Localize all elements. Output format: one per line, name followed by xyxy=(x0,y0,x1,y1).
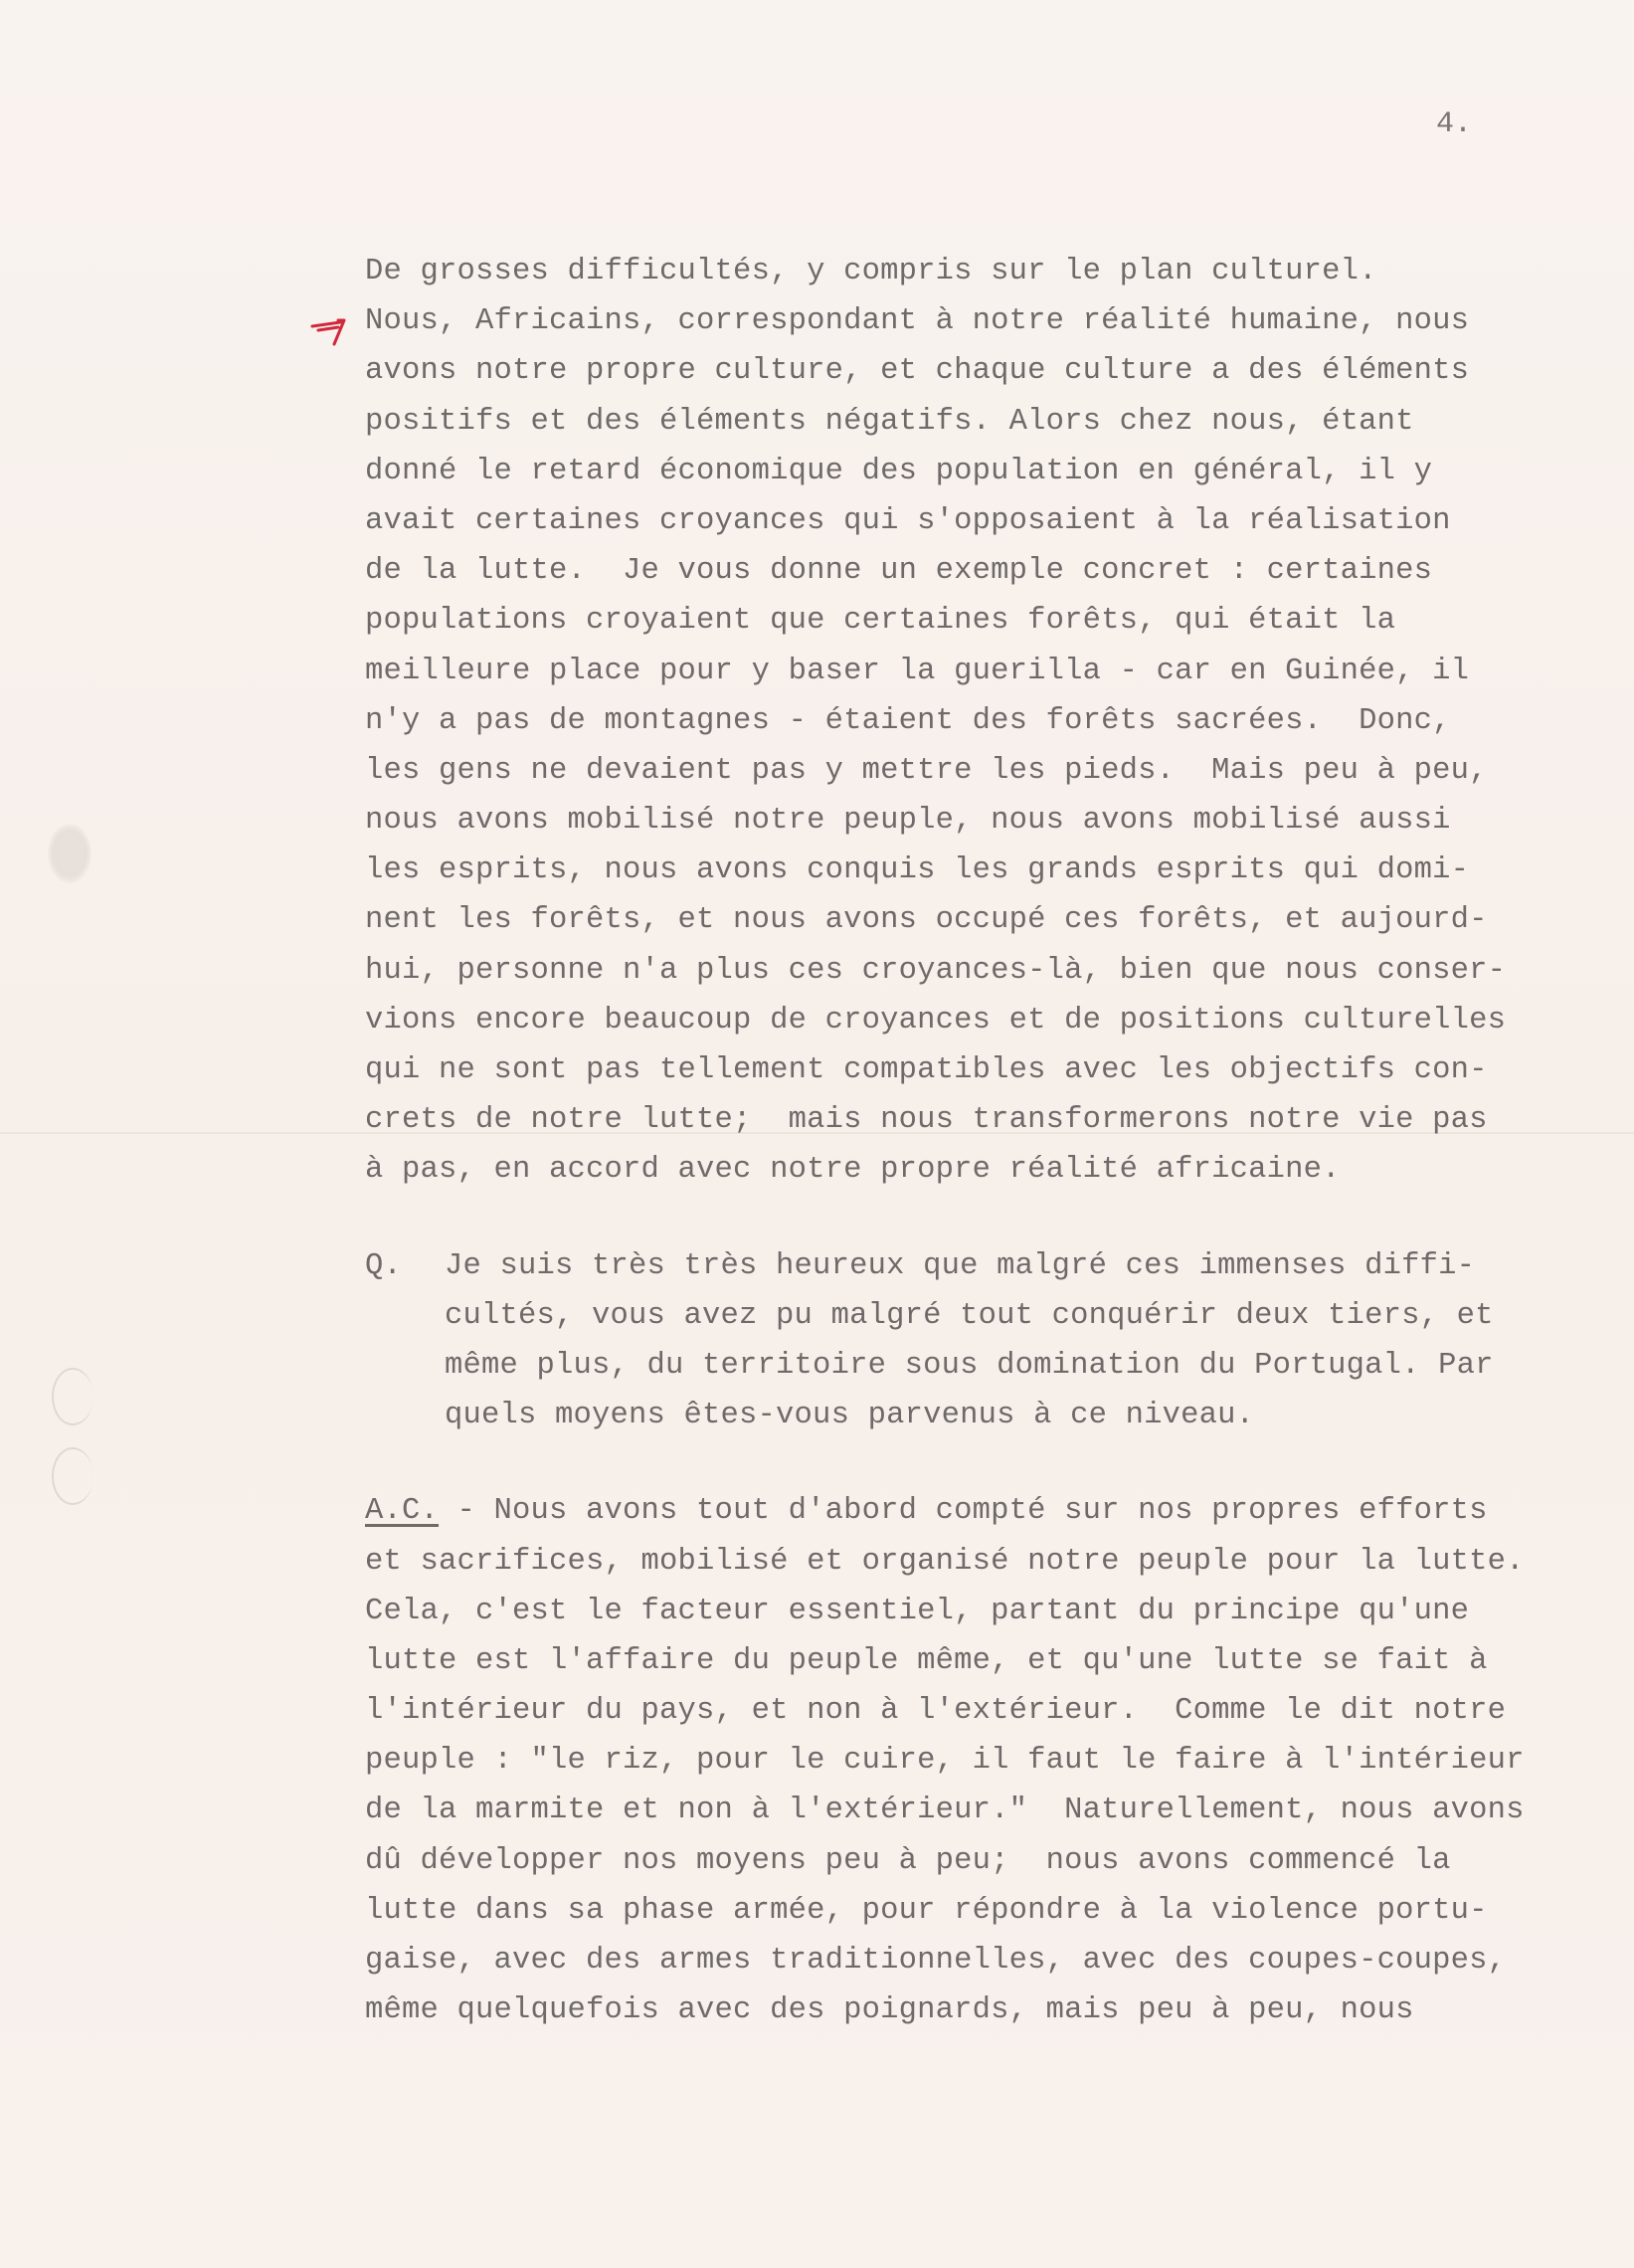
text-line: avait certaines croyances qui s'opposaient à la réalisation xyxy=(365,503,1451,538)
text-line: crets de notre lutte; mais nous transformerons notre vie pas xyxy=(365,1103,1488,1138)
text-line: donné le retard économique des population en général, il y xyxy=(365,454,1433,488)
text-line: cultés, vous avez pu malgré tout conquérir deux tiers, et xyxy=(445,1298,1494,1333)
text-line: qui ne sont pas tellement compatibles avec les objectifs con- xyxy=(365,1053,1488,1087)
text-line: de la lutte. Je vous donne un exemple concret : certaines xyxy=(365,554,1433,589)
answer-first-line-text: - Nous avons tout d'abord compté sur nos propres efforts xyxy=(439,1494,1488,1529)
margin-arrow-icon xyxy=(310,310,354,346)
text-line: Nous, Africains, correspondant à notre réalité humaine, nous xyxy=(365,304,1470,339)
answer-first-line xyxy=(365,1486,1618,1536)
text-line: lutte dans sa phase armée, pour répondre à la violence portu- xyxy=(365,1893,1488,1928)
text-line: Je suis très très heureux que malgré ces immenses diffi- xyxy=(445,1248,1476,1283)
question-label: Q. xyxy=(365,1248,403,1283)
text-line: populations croyaient que certaines forêts, qui était la xyxy=(365,604,1396,639)
text-line: à pas, en accord avec notre propre réalité africaine. xyxy=(365,1153,1341,1188)
text-line: avons notre propre culture, et chaque culture a des éléments xyxy=(365,354,1470,389)
text-line: meilleure place pour y baser la guerilla - car en Guinée, il xyxy=(365,654,1470,688)
text-line: vions encore beaucoup de croyances et de positions culturelles xyxy=(365,1003,1507,1038)
text-line: peuple : "le riz, pour le cuire, il faut le faire à l'intérieur xyxy=(365,1744,1525,1779)
text-line: l'intérieur du pays, et non à l'extérieur. Comme le dit notre xyxy=(365,1694,1507,1729)
text-line: nent les forêts, et nous avons occupé ces forêts, et aujourd- xyxy=(365,903,1488,938)
text-line: et sacrifices, mobilisé et organisé notre peuple pour la lutte. xyxy=(365,1544,1525,1579)
punch-hole-mark xyxy=(52,1447,93,1505)
text-line: lutte est l'affaire du peuple même, et qu'une lutte se fait à xyxy=(365,1643,1488,1678)
text-line: les esprits, nous avons conquis les grands esprits qui domi- xyxy=(365,853,1470,888)
punch-hole-mark xyxy=(48,824,91,883)
text-line: hui, personne n'a plus ces croyances-là, bien que nous conser- xyxy=(365,953,1507,988)
text-line: les gens ne devaient pas y mettre les pieds. Mais peu à peu, xyxy=(365,753,1488,788)
paragraph-1 xyxy=(365,247,1618,1196)
answer-block xyxy=(365,1486,1618,2035)
text-line: dû développer nos moyens peu à peu; nous avons commencé la xyxy=(365,1843,1451,1878)
text-line: gaise, avec des armes traditionnelles, avec des coupes-coupes, xyxy=(365,1944,1507,1978)
text-line: n'y a pas de montagnes - étaient des forêts sacrées. Donc, xyxy=(365,703,1451,738)
text-line: Cela, c'est le facteur essentiel, partant du principe qu'une xyxy=(365,1594,1470,1628)
text-line: de la marmite et non à l'extérieur." Naturellement, nous avons xyxy=(365,1794,1525,1828)
question-block xyxy=(365,1241,1618,1441)
text-line: même quelquefois avec des poignards, mais peu à peu, nous xyxy=(365,1993,1414,2028)
text-line: même plus, du territoire sous domination du Portugal. Par xyxy=(445,1348,1494,1383)
answer-label: A.C. xyxy=(365,1494,440,1529)
text-line: quels moyens êtes-vous parvenus à ce niveau. xyxy=(445,1399,1255,1433)
document-body xyxy=(365,247,1618,2035)
text-line: positifs et des éléments négatifs. Alors chez nous, étant xyxy=(365,404,1414,439)
page-number: 4. xyxy=(1436,107,1473,141)
text-line: De grosses difficultés, y compris sur le plan culturel. xyxy=(365,255,1377,288)
punch-hole-mark xyxy=(52,1368,93,1425)
text-line: nous avons mobilisé notre peuple, nous avons mobilisé aussi xyxy=(365,804,1451,839)
